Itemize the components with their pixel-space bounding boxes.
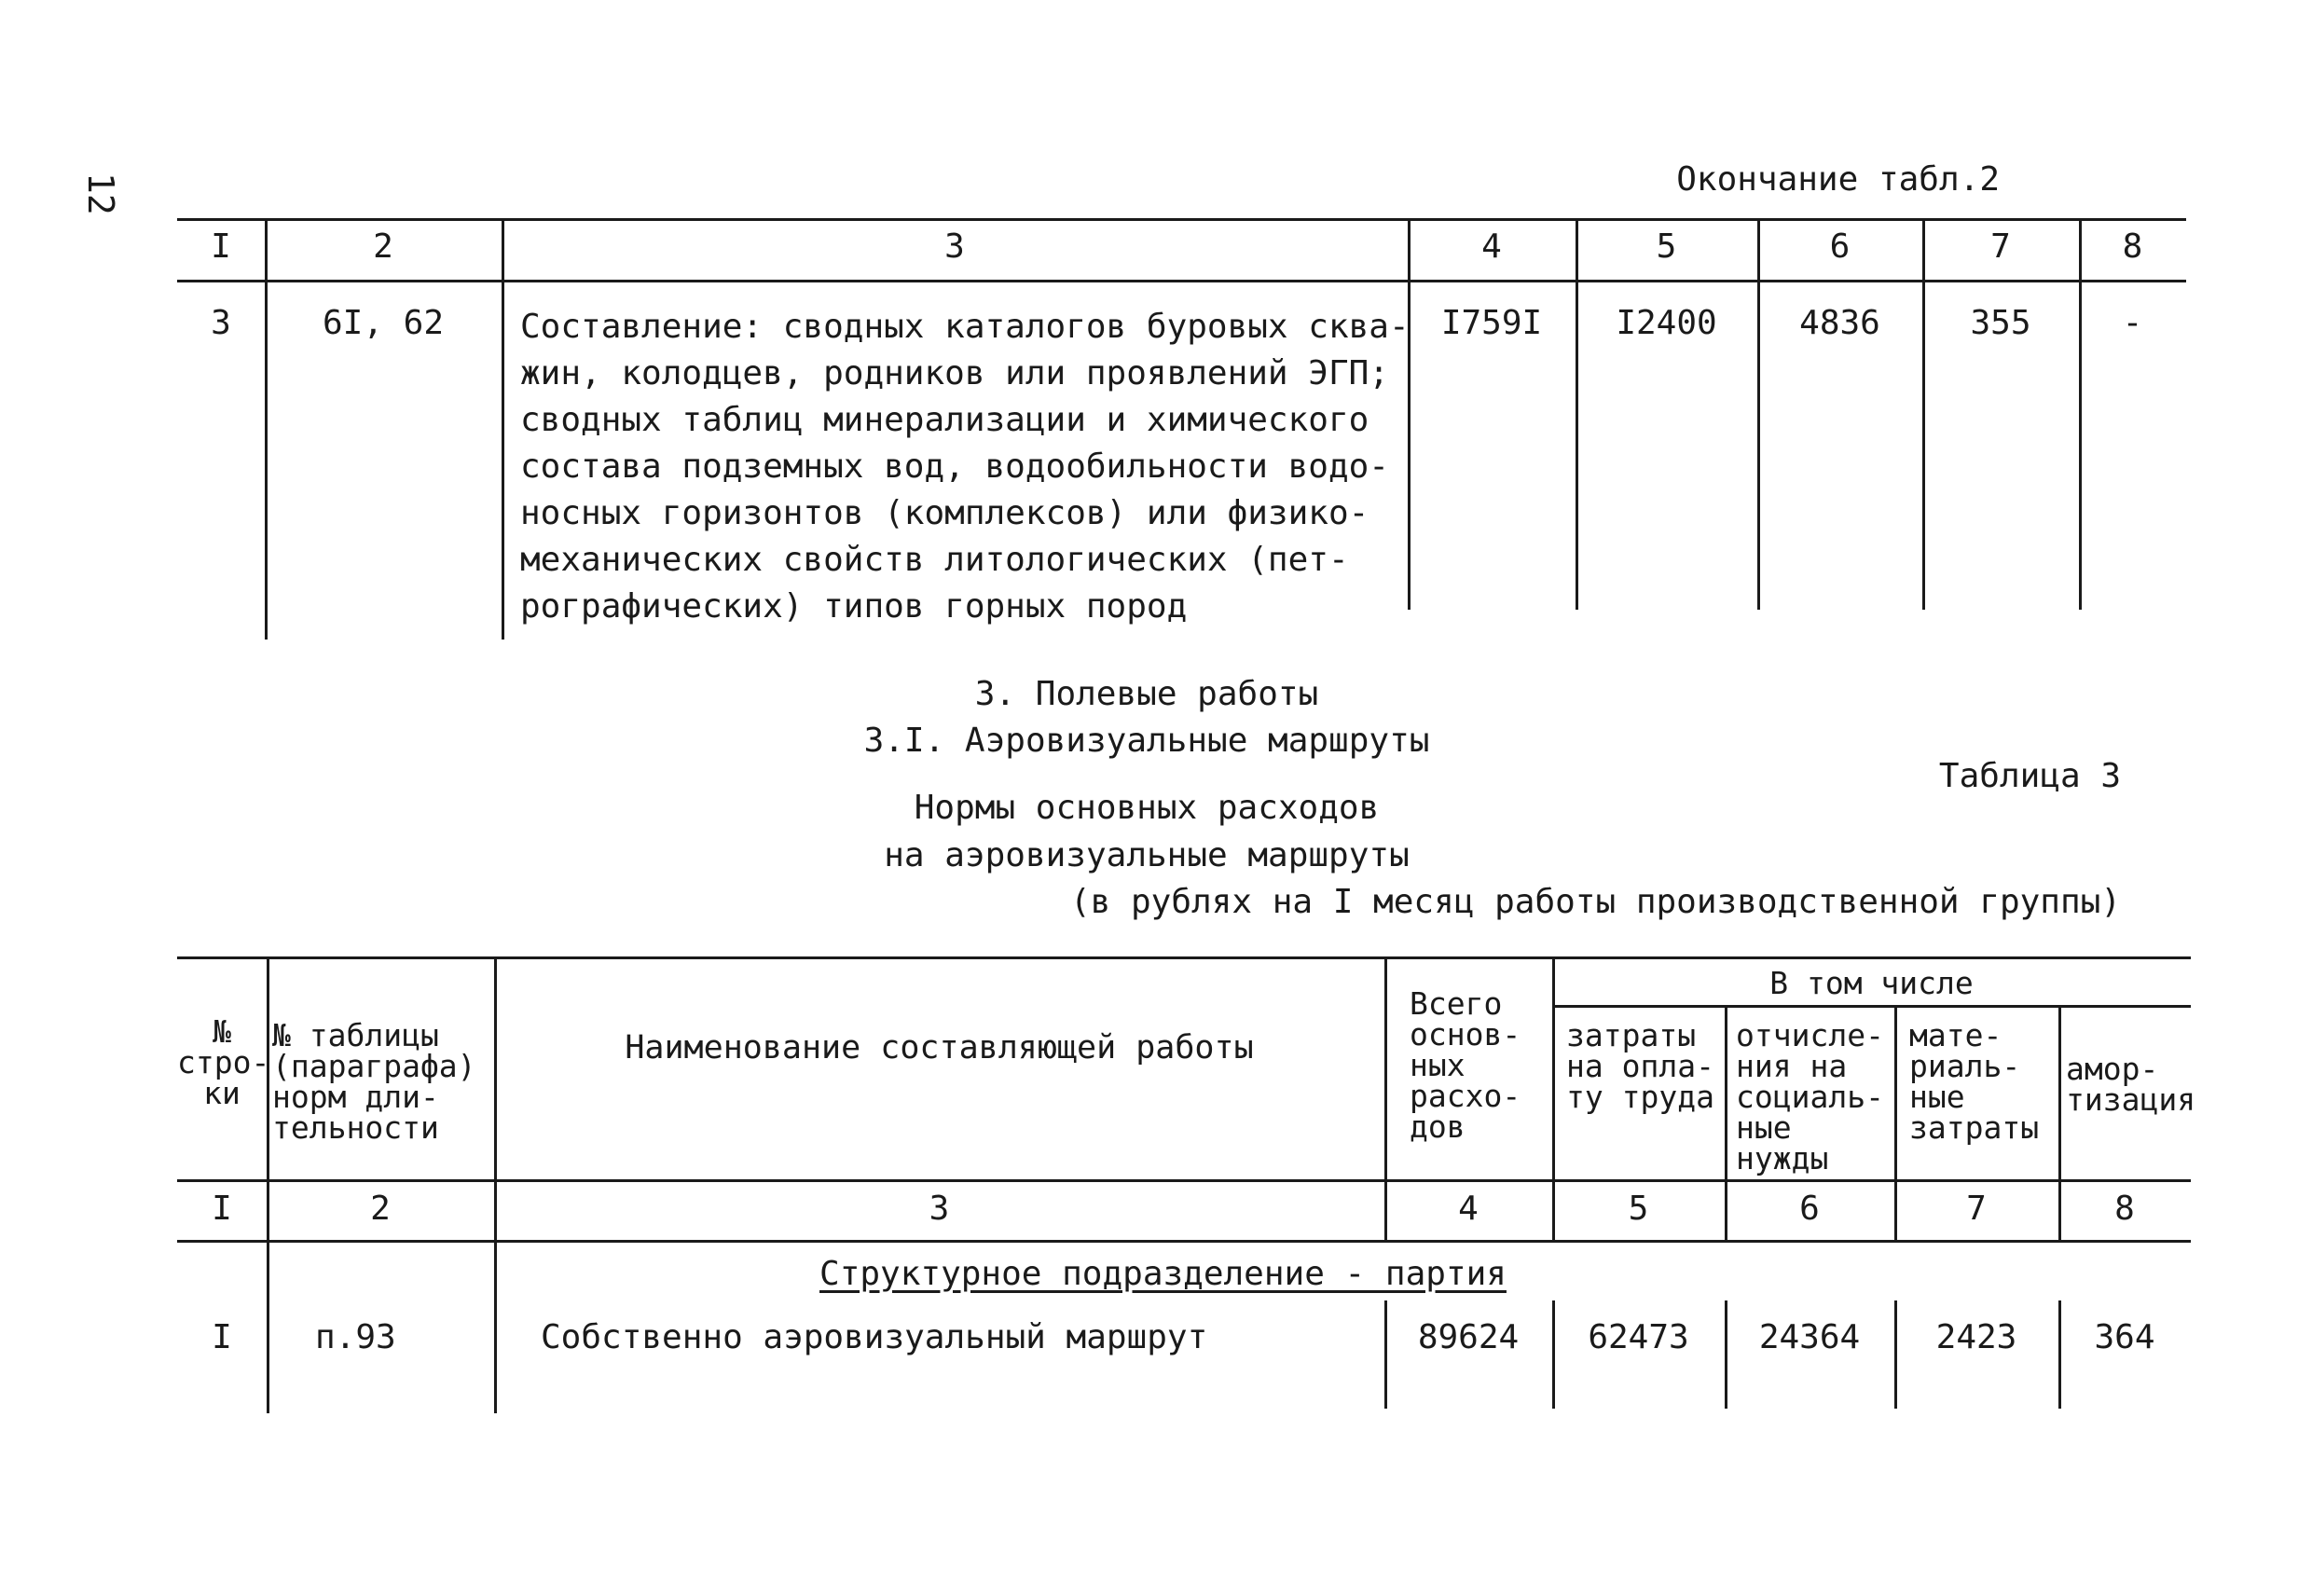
col-number: 6 (1829, 227, 1851, 266)
description-line: механических свойств литологических (пет- (520, 541, 1349, 579)
table-caption: Окончание табл.2 (1676, 160, 2000, 199)
section-subheading: 3.I. Аэровизуальные маршруты (863, 722, 1430, 760)
table-label: Таблица 3 (1938, 757, 2121, 795)
description-line: рографических) типов горных пород (520, 587, 1188, 626)
col-number: 7 (1966, 1190, 1987, 1228)
table3-subheader-rule (1552, 1005, 2191, 1008)
description-line: Составление: сводных каталогов буровых сква- (520, 308, 1410, 346)
description-line: сводных таблиц минерализации и химического (520, 401, 1369, 439)
table3-col-divider (267, 956, 269, 1413)
row-amortization: 364 (2094, 1318, 2155, 1356)
table2-col-divider (1922, 218, 1925, 610)
table-title: на аэровизуальные маршруты (884, 836, 1410, 874)
row-materials: 355 (1970, 304, 2031, 342)
header-including: В том числе (1769, 965, 1974, 1001)
row-materials: 2423 (1935, 1318, 2017, 1356)
col-number: 7 (1990, 227, 2011, 266)
description-line: жин, колодцев, родников или проявлений ЭГП; (520, 354, 1389, 392)
table2-top-rule (177, 218, 2186, 221)
section-heading: 3. Полевые работы (974, 675, 1319, 713)
table2-col-divider (2079, 218, 2082, 610)
col-number: 3 (944, 227, 965, 266)
col-number: 2 (370, 1190, 391, 1228)
page-number: 12 (80, 172, 121, 215)
col-number: 4 (1481, 227, 1502, 266)
row-labor: 62473 (1588, 1318, 1689, 1356)
header-social: отчисле- ния на социаль- ные нужды (1736, 1017, 1884, 1176)
row-line-number: I (212, 1318, 232, 1356)
row-paragraph: 6I, 62 (322, 304, 445, 342)
table-title: Нормы основных расходов (914, 789, 1380, 827)
col-number: 8 (2114, 1190, 2135, 1228)
row-name: Собственно аэровизуальный маршрут (541, 1318, 1208, 1356)
row-paragraph: п.93 (315, 1318, 396, 1356)
header-amortization: амор- тизация (2066, 1051, 2196, 1118)
col-number: 2 (373, 227, 393, 266)
col-number: 8 (2122, 227, 2143, 266)
col-number: 4 (1458, 1190, 1479, 1228)
header-total: Всего основ- ных расхо- дов (1410, 985, 1521, 1145)
table2-col-divider (1757, 218, 1760, 610)
table3-col-divider (494, 956, 497, 1413)
col-number: I (212, 1190, 232, 1228)
col-number: 5 (1628, 1190, 1649, 1228)
row-total: I759I (1440, 304, 1543, 342)
col-number: 6 (1799, 1190, 1820, 1228)
table3-header-rule (177, 1179, 2191, 1182)
description-line: носных горизонтов (комплексов) или физико- (520, 494, 1369, 532)
row-line-number: 3 (211, 304, 231, 342)
subdivision-label: Структурное подразделение - партия (819, 1255, 1507, 1293)
table3-top-rule (177, 956, 2191, 959)
col-number: I (211, 227, 231, 266)
row-social: 24364 (1758, 1318, 1861, 1356)
table2-col-divider (502, 218, 504, 640)
col-number: 5 (1656, 227, 1677, 266)
header-name: Наименование составляющей работы (625, 1029, 1254, 1066)
col-number: 3 (929, 1190, 950, 1228)
table2-col-divider (1576, 218, 1578, 610)
table2-header-rule (177, 280, 2186, 282)
row-labor: I2400 (1616, 304, 1717, 342)
row-total: 89624 (1417, 1318, 1520, 1356)
table3-colnum-rule (177, 1240, 2191, 1243)
description-line: состава подземных вод, водообильности водо- (520, 447, 1389, 486)
row-social: 4836 (1799, 304, 1880, 342)
header-labor: затраты на опла- ту труда (1566, 1017, 1714, 1115)
table-units-note: (в рублях на I месяц работы производственной группы) (1069, 883, 2121, 921)
header-line-no: № стро- ки (177, 1013, 270, 1111)
table2-col-divider (265, 218, 268, 640)
header-materials: мате- риаль- ные затраты (1909, 1017, 2040, 1146)
row-description (520, 304, 1410, 630)
row-amortization: - (2122, 304, 2143, 342)
header-table-para: № таблицы (параграфа) норм дли- тельности (272, 1017, 476, 1146)
